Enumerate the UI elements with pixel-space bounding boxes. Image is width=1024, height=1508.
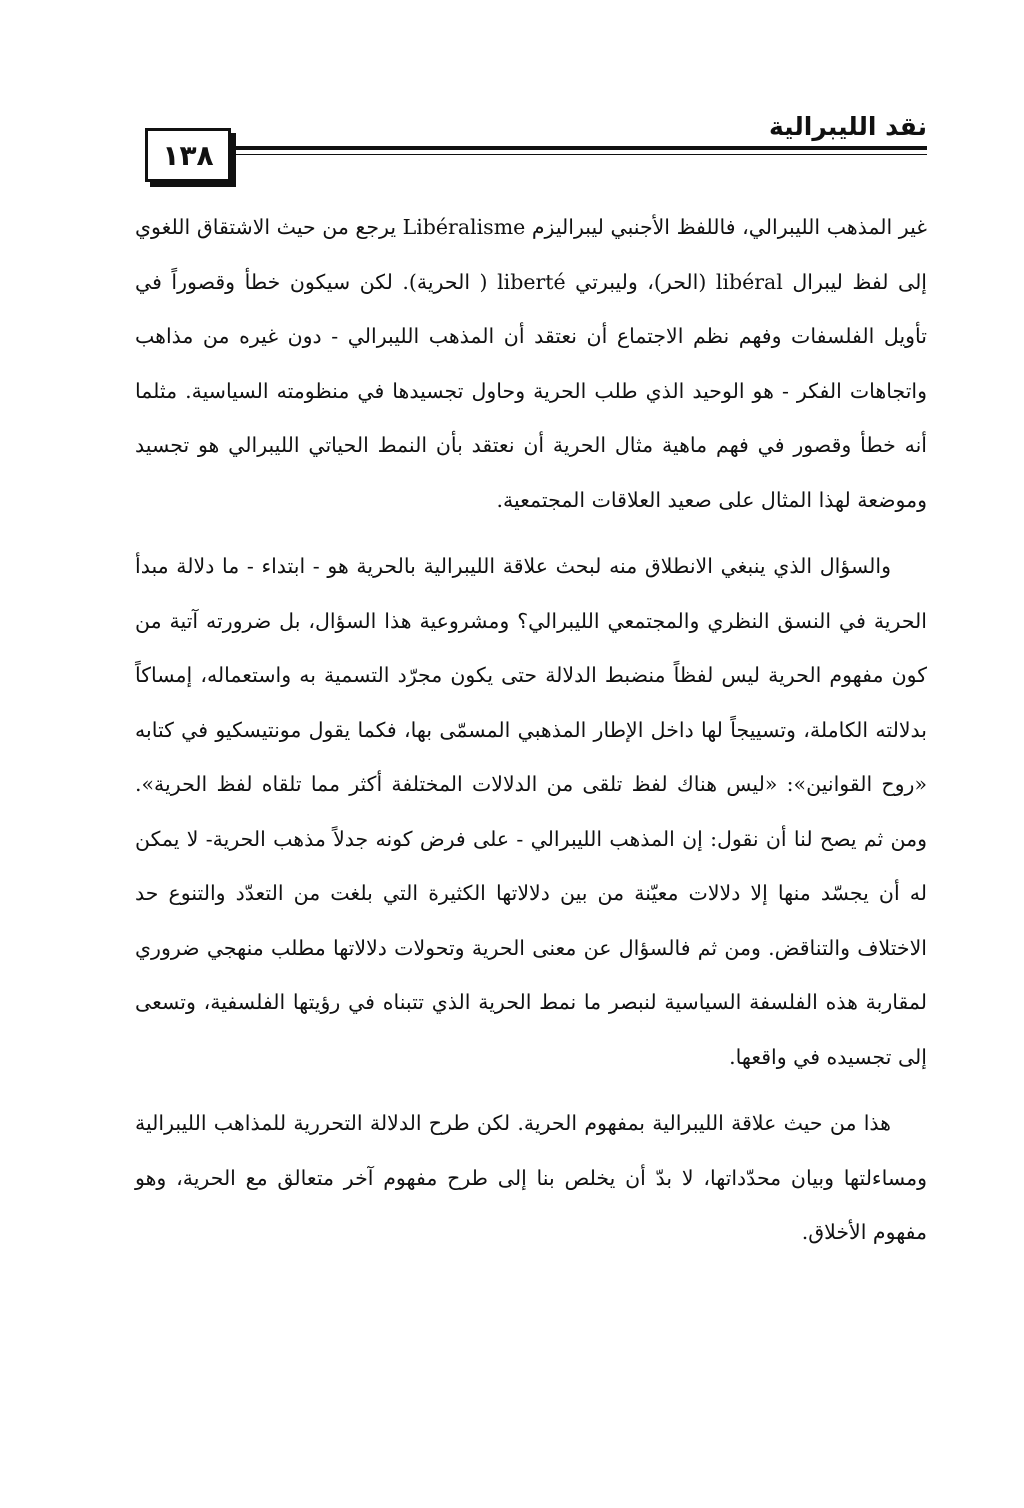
paragraph-text: والسؤال الذي ينبغي الانطلاق منه لبحث علاقة الليبرالية بالحرية هو - ابتداء - ما دلالة مبدأ الحرية في النسق النظري والمجتمعي الليبرالي؟ ومشروعية هذا السؤال، بل ضرورته آتية من كون مفهوم الحرية ليس لفظاً منضبط الدلالة حتى يكون مجرّد التسمية به واستعماله، إمساكاً بدلالته الكاملة، وتسييجاً لها داخل الإطار المذهبي المسمّى بها، فكما يقول مونتيسكيو في كتابه «روح القوانين»: «ليس هناك لفظ تلقى من الدلالات المختلفة أكثر مما تلقاه لفظ الحرية». ومن ثم يصح لنا أن نقول: إن المذهب الليبرالي - على فرض كونه جدلاً مذهب الحرية- لا يمكن له أن يجسّد منها إلا دلالات معيّنة من بين دلالاتها الكثيرة التي بلغت من التعدّد والتنوع حد الاختلاف والتناقض. ومن ثم فالسؤال عن معنى الحرية وتحولات دلالاتها مطلب منهجي ضروري لمقاربة هذه الفلسفة السياسية لنبصر ما نمط الحرية الذي تتبناه في رؤيتها الفلسفية، وتسعى إلى تجسيده في واقعها. — [135, 554, 927, 1069]
paragraph — [135, 539, 927, 1084]
paragraph — [135, 1096, 927, 1260]
header-rule — [227, 146, 927, 150]
header-rule-thin — [227, 154, 927, 155]
paragraph-text: هذا من حيث علاقة الليبرالية بمفهوم الحرية. لكن طرح الدلالة التحررية للمذاهب الليبرالية ومساءلتها وبيان محدّداتها، لا بدّ أن يخلص بنا إلى طرح مفهوم آخر متعالق مع الحرية، وهو مفهوم الأخلاق. — [135, 1111, 927, 1244]
body-text — [135, 200, 927, 1260]
running-title: نقد الليبرالية — [769, 112, 927, 141]
page-header — [135, 98, 927, 178]
page-number: ١٣٨ — [145, 128, 231, 182]
paragraph-text: غير المذهب الليبرالي، فاللفظ الأجنبي ليبراليزم Libéralisme يرجع من حيث الاشتقاق اللغوي إلى لفظ ليبرال libéral (الحر)، وليبرتي liberté ( الحرية). لكن سيكون خطأ وقصوراً في تأويل الفلسفات وفهم نظم الاجتماع أن نعتقد أن المذهب الليبرالي - دون غيره من مذاهب واتجاهات الفكر - هو الوحيد الذي طلب الحرية وحاول تجسيدها في منظومته السياسية. مثلما أنه خطأ وقصور في فهم ماهية مثال الحرية أن نعتقد بأن النمط الحياتي الليبرالي هو تجسيد وموضعة لهذا المثال على صعيد العلاقات المجتمعية. — [135, 215, 928, 512]
paragraph — [135, 200, 927, 527]
